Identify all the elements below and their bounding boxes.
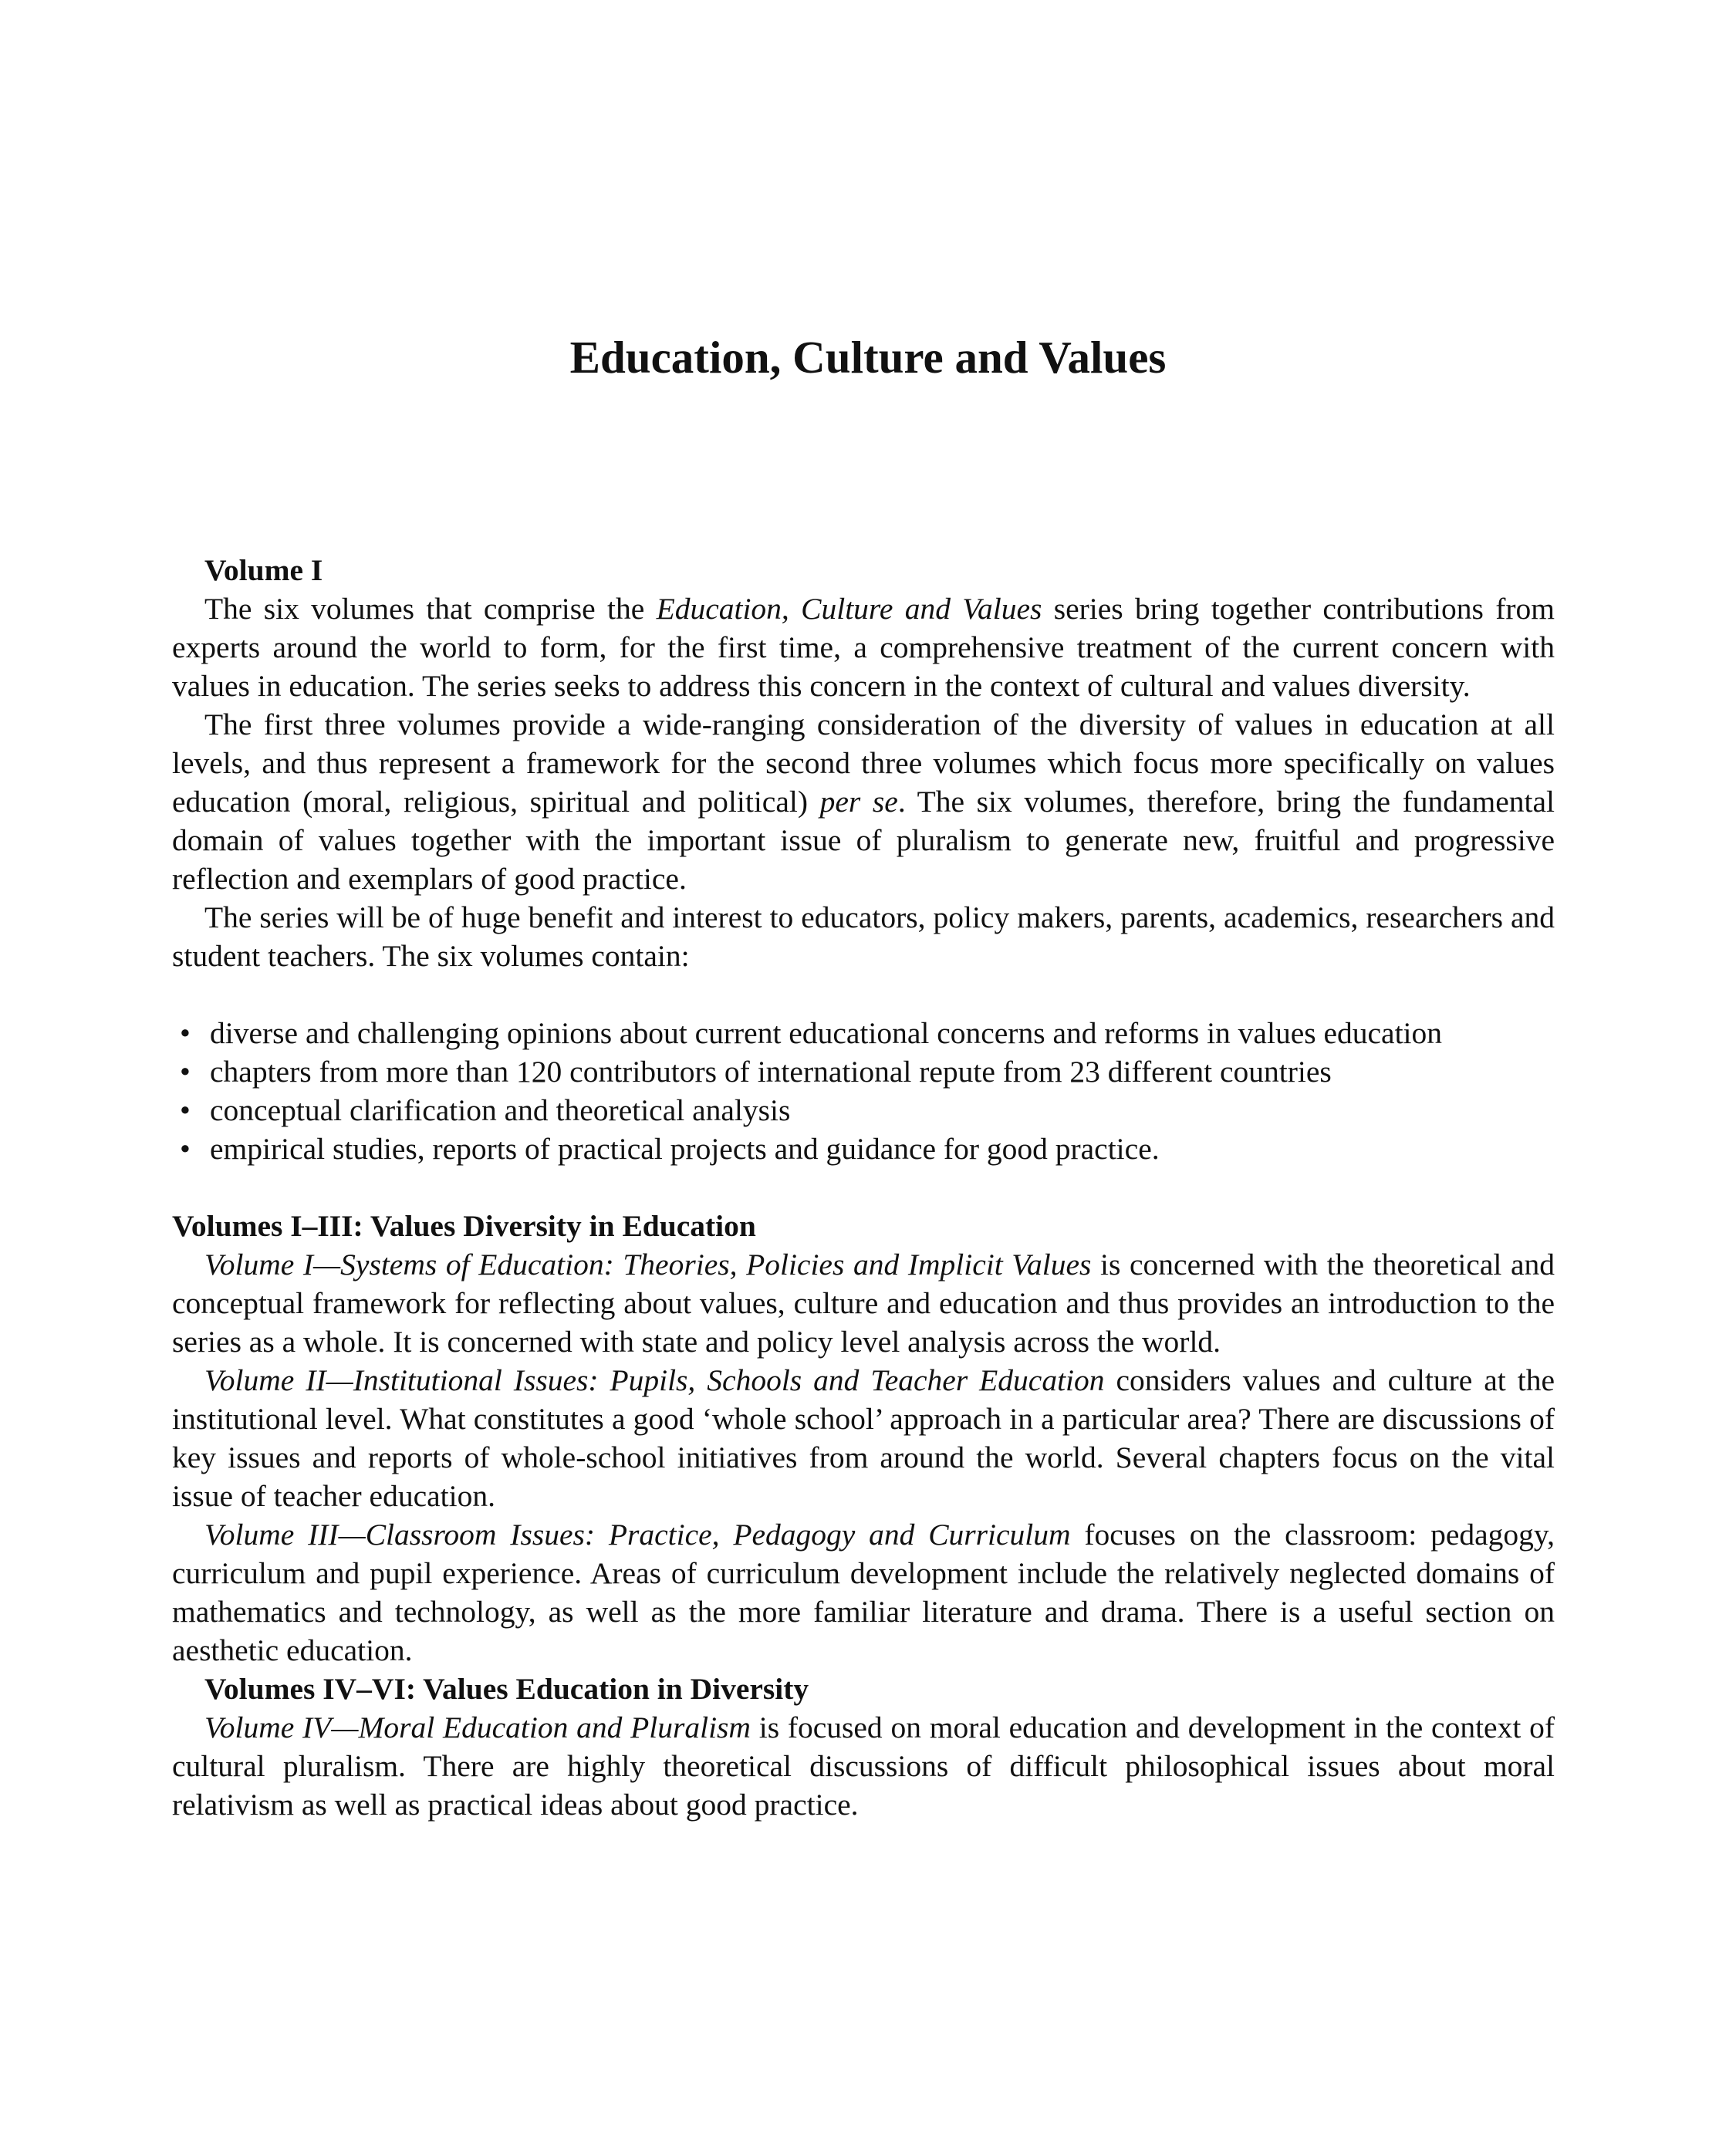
list-item [172, 1052, 1555, 1091]
document-body [172, 551, 1555, 1824]
paragraph-text: is concerned with the theoretical and conceptual framework for reflecting about values, culture and education and thus provides an introduction to the series as a whole. It is concerned with state and policy level analysis across the world. [172, 1248, 1555, 1359]
volume-3-paragraph [172, 1515, 1555, 1670]
paragraph-text: considers values and culture at the institutional level. What constitutes a good ‘whole school’ approach in a particular area? There are discussions of key issues and reports of whole-school initiatives from around the world. Several chapters focus on the vital issue of teacher education. [172, 1363, 1555, 1513]
bullet-icon: • [180, 1055, 191, 1089]
list-item [172, 1130, 1555, 1168]
volume-i-paragraph-3: The series will be of huge benefit and interest to educators, policy makers, parents, academics, researchers and student teachers. The six volumes contain: [172, 900, 1555, 973]
paragraph-text: focuses on the classroom: pedagogy, curriculum and pupil experience. Areas of curriculum development include the relatively neglected domains of mathematics and technology, as well as the more familiar literature and drama. There is a useful section on aesthetic education. [172, 1518, 1555, 1667]
volume-title: Volume II—Institutional Issues: Pupils, Schools and Teacher Education [204, 1363, 1105, 1397]
section-2-heading: Volumes IV–VI: Values Education in Diversity [204, 1672, 809, 1706]
paragraph-text: . The six volumes, therefore, bring the fundamental domain of values together with the important issue of pluralism to generate new, fruitful and progressive reflection and exemplars of good practice. [172, 785, 1555, 896]
section-1-heading: Volumes I–III: Values Diversity in Education [172, 1209, 756, 1243]
volume-title: Volume IV—Moral Education and Pluralism [204, 1710, 751, 1744]
list-item [172, 1014, 1555, 1052]
paragraph-text: The six volumes that comprise the [204, 592, 657, 626]
spacer [172, 975, 1555, 1014]
list-item-text: conceptual clarification and theoretical analysis [210, 1093, 791, 1127]
volume-2-paragraph [172, 1361, 1555, 1515]
list-item-text: diverse and challenging opinions about current educational concerns and reforms in values education [210, 1016, 1443, 1050]
paragraph-text: series bring together contributions from experts around the world to form, for the first time, a comprehensive treatment of the current concern with values in education. The series seeks to address this concern in the context of cultural and values diversity. [172, 592, 1555, 703]
volume-title: Volume III—Classroom Issues: Practice, Pedagogy and Curriculum [204, 1518, 1071, 1552]
page-title: Education, Culture and Values [569, 332, 1167, 383]
bullet-icon: • [180, 1093, 191, 1127]
volume-4-paragraph [172, 1708, 1555, 1824]
bullet-icon: • [180, 1016, 191, 1050]
list-item-text: empirical studies, reports of practical projects and guidance for good practice. [210, 1132, 1160, 1166]
bullet-list [172, 1014, 1555, 1168]
per-se-term: per se [819, 785, 898, 819]
volume-i-paragraph-1 [172, 589, 1555, 705]
spacer [172, 1168, 1555, 1207]
paragraph-text: The first three volumes provide a wide-ranging consideration of the diversity of values in education at all levels, and thus represent a framework for the second three volumes which focus more specifically on values education (moral, religious, spiritual and political) [172, 707, 1555, 819]
series-title: Education, Culture and Values [656, 592, 1042, 626]
volume-title: Volume I—Systems of Education: Theories, Policies and Implicit Values [204, 1248, 1092, 1282]
volume-i-paragraph-2 [172, 705, 1555, 898]
volume-1-paragraph [172, 1245, 1555, 1361]
bullet-icon: • [180, 1132, 191, 1166]
paragraph-text: is focused on moral education and development in the context of cultural pluralism. There are highly theoretical discussions of difficult philosophical issues about moral relativism as well as practical ideas about good practice. [172, 1710, 1555, 1822]
list-item [172, 1091, 1555, 1130]
list-item-text: chapters from more than 120 contributors of international repute from 23 different countries [210, 1055, 1332, 1089]
volume-i-heading: Volume I [204, 553, 323, 587]
